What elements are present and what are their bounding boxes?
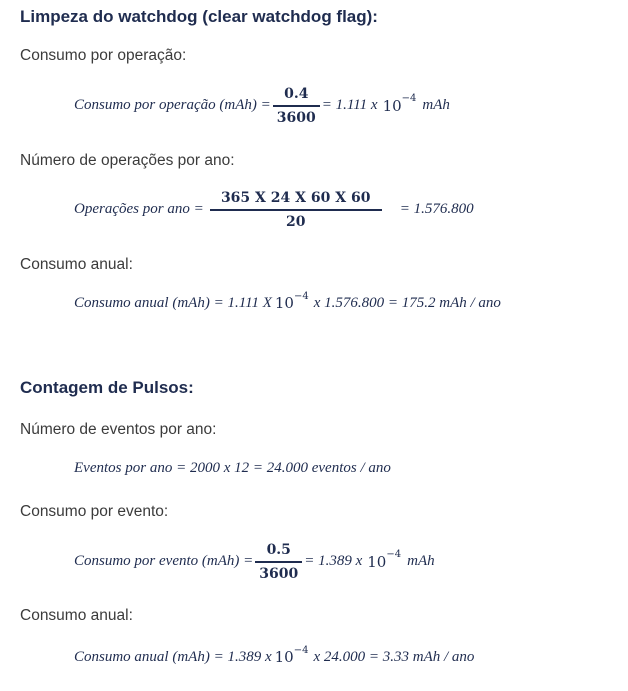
power-exponent: −4 — [401, 93, 417, 105]
equation-part-b: x 1.576.800 = 175.2 mAh / ano — [313, 294, 501, 311]
equation-part-a: Consumo anual (mAh) = 1.389 x — [74, 648, 272, 665]
equation-text: Eventos por ano = 2000 x 12 = 24.000 eventos / ano — [74, 460, 391, 476]
power-base: 10 — [367, 552, 387, 571]
equation-unit: mAh — [407, 553, 435, 570]
equation-part-b: x 24.000 = 3.33 mAh / ano — [313, 648, 475, 665]
power-base: 10 — [274, 648, 294, 666]
equation-rhs: = 1.111 x — [321, 97, 378, 114]
fraction-denominator: 3600 — [276, 109, 316, 126]
power-base: 10 — [274, 294, 294, 312]
paragraph-numero-operacoes: Número de operações por ano: — [20, 152, 235, 169]
power-exponent: −4 — [386, 549, 402, 561]
paragraph-consumo-por-operacao: Consumo por operação: — [20, 47, 187, 64]
equation-unit: mAh — [422, 97, 450, 114]
equation-consumo-por-evento — [74, 542, 435, 582]
equation-rhs: = 1.389 x — [304, 553, 363, 570]
section-title-contagem-pulsos: Contagem de Pulsos: — [20, 378, 194, 397]
power-exponent: −4 — [293, 290, 309, 302]
power-base: 10 — [382, 96, 402, 115]
equation-operacoes-por-ano — [74, 190, 474, 230]
equation-consumo-anual-2 — [74, 644, 475, 666]
fraction-numerator: 0.5 — [266, 542, 291, 558]
equation-consumo-por-operacao — [74, 86, 450, 126]
fraction — [255, 542, 302, 582]
fraction-denominator: 3600 — [259, 565, 299, 582]
paragraph-consumo-anual: Consumo anual: — [20, 256, 133, 273]
fraction-numerator: 365 X 24 X 60 X 60 — [220, 190, 371, 206]
fraction — [210, 190, 382, 230]
equation-lhs: Operações por ano = — [74, 201, 204, 218]
paragraph-consumo-por-evento: Consumo por evento: — [20, 503, 169, 520]
fraction-denominator: 20 — [285, 213, 306, 230]
equation-consumo-anual — [74, 290, 501, 312]
section-title-watchdog: Limpeza do watchdog (clear watchdog flag): — [20, 7, 378, 26]
paragraph-numero-eventos: Número de eventos por ano: — [20, 421, 217, 438]
power-exponent: −4 — [293, 644, 309, 656]
fraction-numerator: 0.4 — [284, 86, 309, 102]
equation-rhs: = 1.576.800 — [399, 201, 474, 218]
equation-part-a: Consumo anual (mAh) = 1.111 X — [74, 294, 272, 311]
paragraph-consumo-anual-2: Consumo anual: — [20, 607, 133, 624]
equation-lhs: Consumo por operação (mAh) = — [74, 97, 271, 114]
equation-lhs: Consumo por evento (mAh) = — [74, 553, 254, 570]
fraction — [273, 86, 320, 126]
equation-eventos-por-ano — [74, 460, 391, 477]
